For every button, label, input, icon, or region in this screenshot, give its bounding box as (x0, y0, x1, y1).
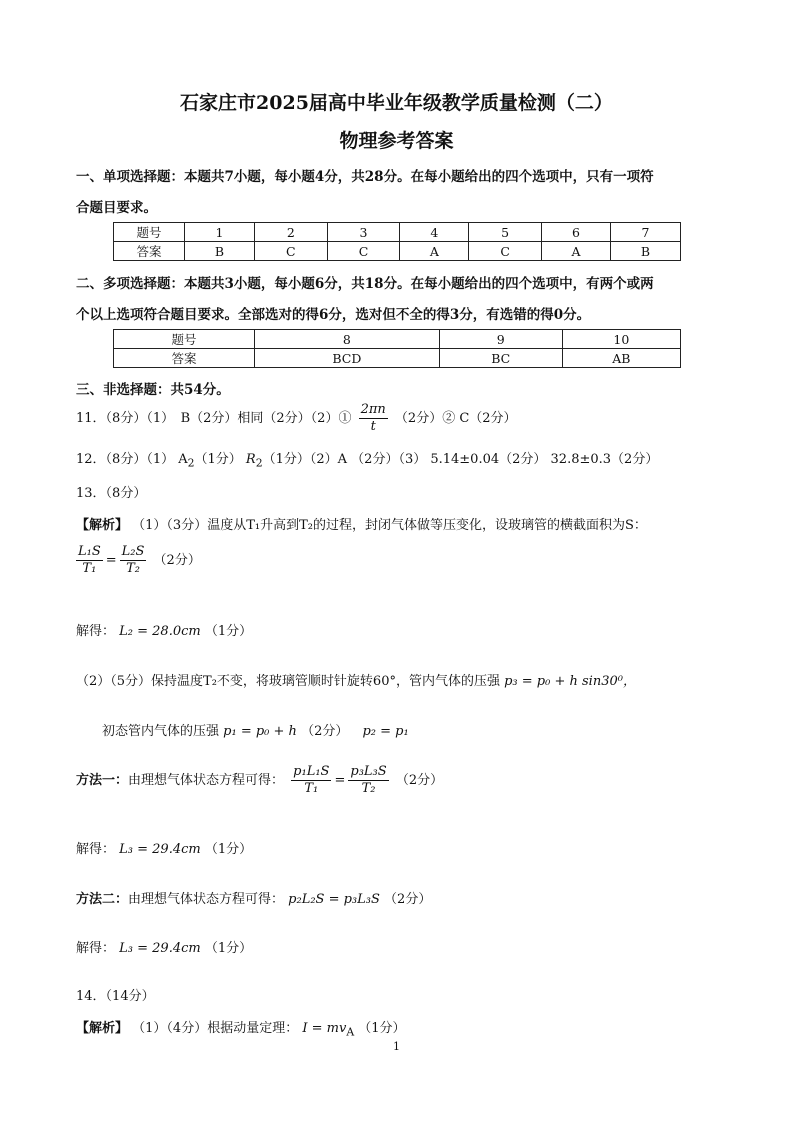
q13-eq1: $\frac{\text{L₁S}}{\text{T₁}}$ = $\frac{\text{L₂S}}{\text{T₂}}$ （2分） (78, 544, 201, 576)
q11-prefix: 11．（8分）（1） B（2分）相同（2分）（2）① (76, 411, 352, 426)
q13-method1-text: 由理想气体状态方程可得： (128, 773, 285, 788)
q12-text-b: （1分） (194, 452, 242, 467)
q13-method2-text: 由理想气体状态方程可得： (128, 892, 285, 907)
q13-m2-equation: p₂L₂S = p₃L₃S (288, 892, 380, 907)
q13-m1-left (291, 764, 331, 797)
table-cell: B (610, 242, 680, 261)
table-cell: B (185, 242, 255, 261)
q13-m1-right (348, 764, 388, 797)
table-row-label: 答案 (114, 242, 185, 261)
q12-sub-r: 2 (255, 456, 263, 470)
solution-label: 解得： (76, 624, 116, 639)
q13-part1-text: （1）（3分）温度从T₁升高到T₂的过程，封闭气体做等压变化，设玻璃管的横截面积为S： (132, 518, 647, 533)
q12-line (76, 448, 658, 470)
solution-score: （1分） (204, 842, 253, 857)
section1-heading-line2: 合题目要求。 (76, 200, 157, 216)
q13-m1-right-den: T₂ (361, 781, 376, 796)
q14-score: （1分） (358, 1021, 406, 1036)
q13-part2-text: （2）（5分）保持温度T₂不变，将玻璃管顺时针旋转60°，管内气体的压强 (76, 674, 500, 689)
q13-part2-line (76, 670, 636, 689)
q13-method2-line (76, 888, 431, 907)
q14-part1-line (76, 1017, 406, 1039)
q14-part1-text: （1）（4分）根据动量定理： (132, 1021, 299, 1036)
q13-initial-text: 初态管内气体的压强 (102, 724, 220, 739)
section1-heading-line1: 一、单项选择题：本题共7小题，每小题4分，共28分。在每小题给出的四个选项中，只有一项符 (76, 169, 654, 185)
q12-text-a: 12．（8分）（1） A (76, 452, 188, 467)
table-cell: 7 (610, 223, 680, 242)
table-cell: 3 (327, 223, 400, 242)
q13-eq1-score: （2分） (153, 553, 201, 568)
table-cell: 6 (542, 223, 611, 242)
q14-equation-sub: A (346, 1025, 355, 1039)
q11-frac-den: t (370, 419, 376, 434)
solution-score: （1分） (204, 941, 253, 956)
q13-eq1-left-num: L₁S (78, 544, 101, 559)
q13-m1-right-num: p₃L₃S (350, 764, 387, 779)
q13-m1-left-num: p₁L₁S (293, 764, 330, 779)
q13-initial-line (102, 720, 409, 739)
q13-eq1-left (76, 544, 103, 577)
q11-frac-num: 2πn (360, 402, 386, 417)
table-cell: 8 (255, 330, 440, 349)
q13-m1-left-den: T₁ (304, 781, 319, 796)
solution-equation: L₃ = 29.4cm (119, 941, 201, 956)
section2-heading-line1: 二、多项选择题：本题共3小题，每小题6分，共18分。在每小题给出的四个选项中，有两个或两 (76, 276, 654, 292)
q13-eq1-right (120, 544, 147, 577)
q13-initial-eq2: p₂ = p₁ (362, 724, 409, 739)
q14-header: 14．（14分） (76, 989, 155, 1004)
table-row (114, 330, 681, 349)
table-cell: 9 (439, 330, 562, 349)
document-subtitle: 物理参考答案 (339, 130, 454, 152)
solution-label: 解得： (76, 941, 116, 956)
table-cell: 5 (469, 223, 542, 242)
q11-fraction (359, 402, 388, 435)
table-cell: BCD (255, 349, 440, 368)
table-cell: C (469, 242, 542, 261)
solution-score: （1分） (204, 624, 253, 639)
q13-part1-line (76, 514, 647, 533)
table-cell: A (542, 242, 611, 261)
page-number: 1 (393, 1040, 400, 1053)
table-row-label: 题号 (114, 330, 255, 349)
table-row (114, 242, 681, 261)
q13-method1-label: 方法一： (76, 773, 129, 788)
q13-solution3 (76, 937, 252, 956)
table-cell: 1 (185, 223, 255, 242)
q13-eq1-right-den: T₂ (126, 561, 140, 576)
multi-choice-answer-table (113, 329, 681, 368)
solution-equation: L₂ = 28.0cm (119, 624, 201, 639)
q13-m2-score: （2分） (384, 892, 432, 907)
q13-analysis-tag: 【解析】 (76, 518, 129, 533)
table-row (114, 349, 681, 368)
table-cell: 4 (400, 223, 469, 242)
q13-initial-eq1: p₁ = p₀ + h (223, 724, 297, 739)
table-cell: C (255, 242, 328, 261)
q13-m1-score: （2分） (395, 773, 444, 788)
table-cell: C (327, 242, 400, 261)
q13-eq1-left-den: T₁ (82, 561, 97, 576)
q13-header: 13．（8分） (76, 486, 147, 501)
q12-sub-a: 2 (187, 456, 195, 470)
q13-method1-line: 方法一：由理想气体状态方程可得： $\frac{\text{p₁L₁S}}{\text{T₁}}$ = $\frac{\text{p₃L₃S}}{\text{T₂}}$ （2分） (76, 764, 444, 796)
q12-text-c: （1分）（2）A （2分）（3） 5.14±0.04（2分） 32.8±0.3（2分） (262, 452, 659, 467)
table-cell: BC (439, 349, 562, 368)
section3-heading: 三、非选择题：共54分。 (76, 382, 230, 398)
q11-suffix: （2分）② C（2分） (394, 411, 517, 426)
q14-analysis-tag: 【解析】 (76, 1021, 129, 1036)
q13-eq1-right-num: L₂S (121, 544, 145, 559)
table-row (114, 223, 681, 242)
table-cell: AB (562, 349, 680, 368)
solution-equation: L₃ = 29.4cm (119, 842, 201, 857)
table-row-label: 题号 (114, 223, 185, 242)
q11-line (76, 402, 517, 435)
table-cell: A (400, 242, 469, 261)
q13-part2-equation: p₃ = p₀ + h sin30⁰， (504, 674, 636, 689)
q13-initial-score: （2分） (301, 724, 349, 739)
table-cell: 2 (255, 223, 328, 242)
q13-solution1 (76, 620, 252, 639)
q12-r-label: R (245, 452, 256, 467)
q13-solution2 (76, 838, 252, 857)
single-choice-answer-table (113, 222, 681, 261)
q13-method2-label: 方法二： (76, 892, 129, 907)
section2-heading-line2: 个以上选项符合题目要求。全部选对的得6分，选对但不全的得3分，有选错的得0分。 (76, 307, 591, 323)
table-row-label: 答案 (114, 349, 255, 368)
solution-label: 解得： (76, 842, 116, 857)
q14-equation: I = mv (302, 1021, 347, 1036)
document-title: 石家庄市2025届高中毕业年级教学质量检测（二） (180, 92, 613, 114)
table-cell: 10 (562, 330, 680, 349)
